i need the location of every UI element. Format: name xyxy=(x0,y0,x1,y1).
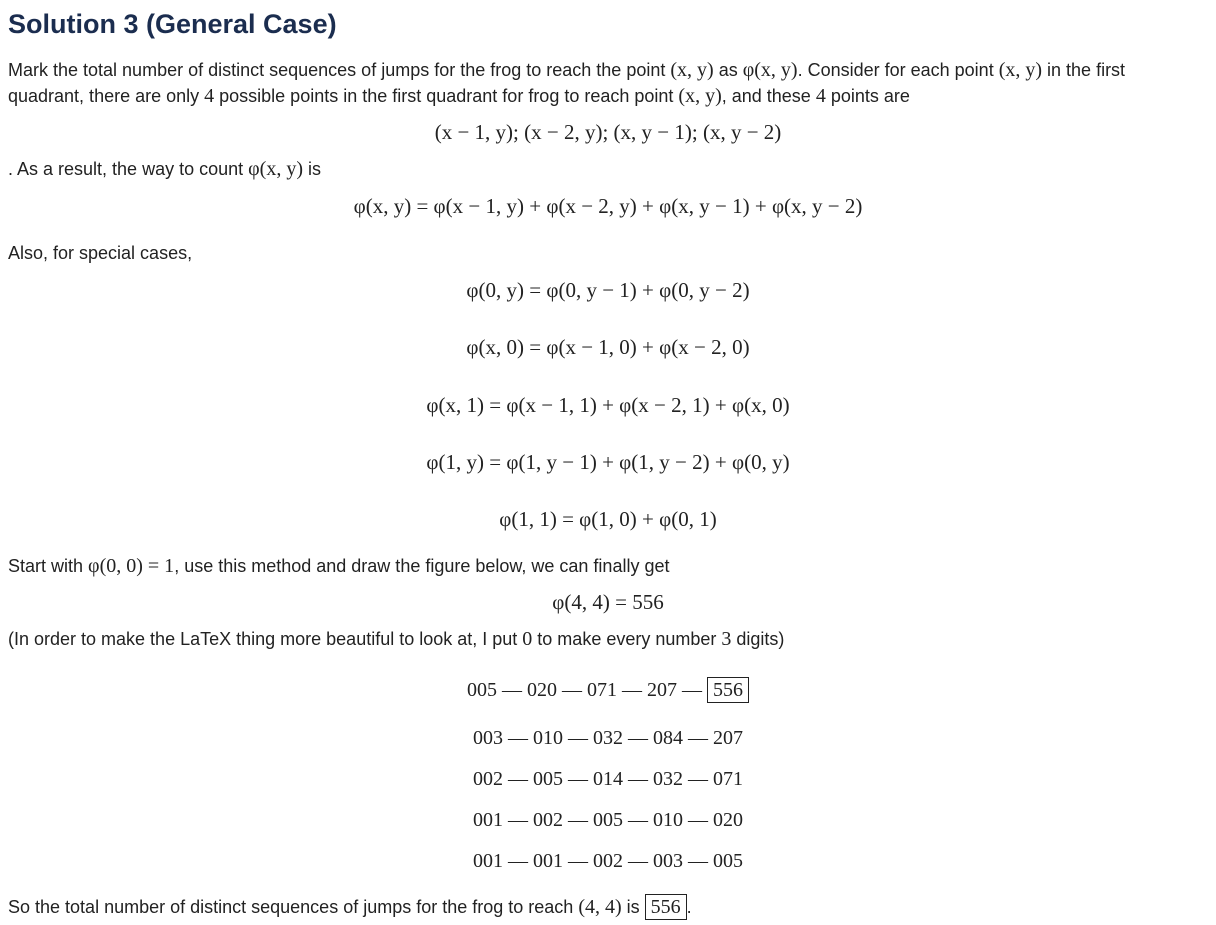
result-text: . As a result, the way to count xyxy=(8,159,249,179)
grid-cell: 071 xyxy=(713,768,743,790)
note-text: to make every number xyxy=(532,629,722,649)
grid-row xyxy=(0,724,1216,752)
grid-separator: — xyxy=(677,679,707,701)
math-number: 4 xyxy=(204,85,215,107)
intro-text: , and these xyxy=(721,86,816,106)
start-line xyxy=(8,553,669,579)
intro-line-1 xyxy=(8,57,1125,83)
grid-cell: 020 xyxy=(713,809,743,831)
result-line xyxy=(8,156,321,182)
math-number: 0 xyxy=(522,628,533,650)
grid-cell: 020 xyxy=(527,679,557,701)
math-initial-value: φ(0, 0) = 1 xyxy=(88,555,175,577)
math-phi: φ(x, y) xyxy=(248,158,304,180)
grid-separator: — xyxy=(623,727,653,749)
grid-separator: — xyxy=(683,809,713,831)
grid-cell: 003 xyxy=(473,727,503,749)
grid-cell: 010 xyxy=(653,809,683,831)
conclusion-text: . xyxy=(686,897,692,917)
grid-cell: 002 xyxy=(473,768,503,790)
special-case-equation: φ(1, y) = φ(1, y − 1) + φ(1, y − 2) + φ(0, y) xyxy=(426,450,790,474)
grid-cell: 207 xyxy=(713,727,743,749)
grid-cell: 005 xyxy=(593,809,623,831)
grid-separator: — xyxy=(503,768,533,790)
grid-cell: 084 xyxy=(653,727,683,749)
intro-line-2 xyxy=(8,83,910,109)
start-text: Start with xyxy=(8,556,89,576)
note-line xyxy=(8,626,784,652)
grid-cell: 002 xyxy=(593,850,623,872)
final-equation: φ(4, 4) = 556 xyxy=(552,590,664,614)
grid-separator: — xyxy=(503,727,533,749)
grid-cell: 005 xyxy=(713,850,743,872)
grid-cell: 014 xyxy=(593,768,623,790)
conclusion-text: So the total number of distinct sequences of jumps for the frog to reach xyxy=(8,897,579,917)
special-case-equation: φ(1, 1) = φ(1, 0) + φ(0, 1) xyxy=(499,507,717,531)
grid-separator: — xyxy=(503,850,533,872)
start-text: , use this method and draw the figure below, we can finally get xyxy=(174,556,670,576)
answer-box: 556 xyxy=(645,894,687,920)
grid-cell: 003 xyxy=(653,850,683,872)
grid-cell: 207 xyxy=(647,679,677,701)
grid-separator: — xyxy=(503,809,533,831)
conclusion-text: is xyxy=(621,897,645,917)
grid-cell: 005 xyxy=(533,768,563,790)
intro-text: points are xyxy=(825,86,910,106)
intro-text: Mark the total number of distinct sequences of jumps for the frog to reach the point xyxy=(8,60,671,80)
math-point: (x, y) xyxy=(678,85,722,107)
grid-cell: 002 xyxy=(533,809,563,831)
special-case-equation: φ(0, y) = φ(0, y − 1) + φ(0, y − 2) xyxy=(466,278,750,302)
grid-row xyxy=(0,765,1216,793)
grid-separator: — xyxy=(623,809,653,831)
grid-cell: 001 xyxy=(473,809,503,831)
math-point: (x, y) xyxy=(670,59,714,81)
grid-separator: — xyxy=(557,679,587,701)
math-point: (x, y) xyxy=(998,59,1043,81)
grid-separator: — xyxy=(683,850,713,872)
grid-separator: — xyxy=(497,679,527,701)
grid-row xyxy=(0,806,1216,834)
grid-separator: — xyxy=(563,768,593,790)
math-number: 3 xyxy=(721,628,732,650)
math-point: (4, 4) xyxy=(578,896,622,918)
grid-separator: — xyxy=(563,727,593,749)
intro-text: possible points in the first quadrant for frog to reach point xyxy=(214,86,679,106)
grid-separator: — xyxy=(683,768,713,790)
intro-text: . Consider for each point xyxy=(797,60,999,80)
note-text: digits) xyxy=(731,629,785,649)
main-equation: φ(x, y) = φ(x − 1, y) + φ(x − 2, y) + φ(x, y − 1) + φ(x, y − 2) xyxy=(353,194,863,218)
grid-separator: — xyxy=(683,727,713,749)
grid-cell-answer: 556 xyxy=(707,677,749,703)
grid-cell: 032 xyxy=(653,768,683,790)
page-title: Solution 3 (General Case) xyxy=(8,9,337,39)
grid-cell: 010 xyxy=(533,727,563,749)
grid-row xyxy=(0,676,1216,704)
grid-cell: 001 xyxy=(473,850,503,872)
math-phi: φ(x, y) xyxy=(742,59,798,81)
grid-separator: — xyxy=(617,679,647,701)
conclusion-line xyxy=(8,894,692,920)
intro-text: in the first xyxy=(1042,60,1126,80)
grid-cell: 001 xyxy=(533,850,563,872)
special-case-equation: φ(x, 0) = φ(x − 1, 0) + φ(x − 2, 0) xyxy=(466,335,750,359)
intro-text: as xyxy=(713,60,743,80)
math-number: 4 xyxy=(815,85,826,107)
intro-text: quadrant, there are only xyxy=(8,86,205,106)
grid-cell: 005 xyxy=(467,679,497,701)
points-equation: (x − 1, y); (x − 2, y); (x, y − 1); (x, y − 2) xyxy=(434,120,782,144)
special-cases-label: Also, for special cases, xyxy=(8,243,193,263)
grid-separator: — xyxy=(563,850,593,872)
note-text: (In order to make the LaTeX thing more beautiful to look at, I put xyxy=(8,629,523,649)
grid-cell: 071 xyxy=(587,679,617,701)
grid-cell: 032 xyxy=(593,727,623,749)
result-text: is xyxy=(303,159,322,179)
special-case-equation: φ(x, 1) = φ(x − 1, 1) + φ(x − 2, 1) + φ(x, 0) xyxy=(426,393,790,417)
grid-separator: — xyxy=(623,768,653,790)
grid-separator: — xyxy=(623,850,653,872)
grid-separator: — xyxy=(563,809,593,831)
grid-row xyxy=(0,847,1216,875)
